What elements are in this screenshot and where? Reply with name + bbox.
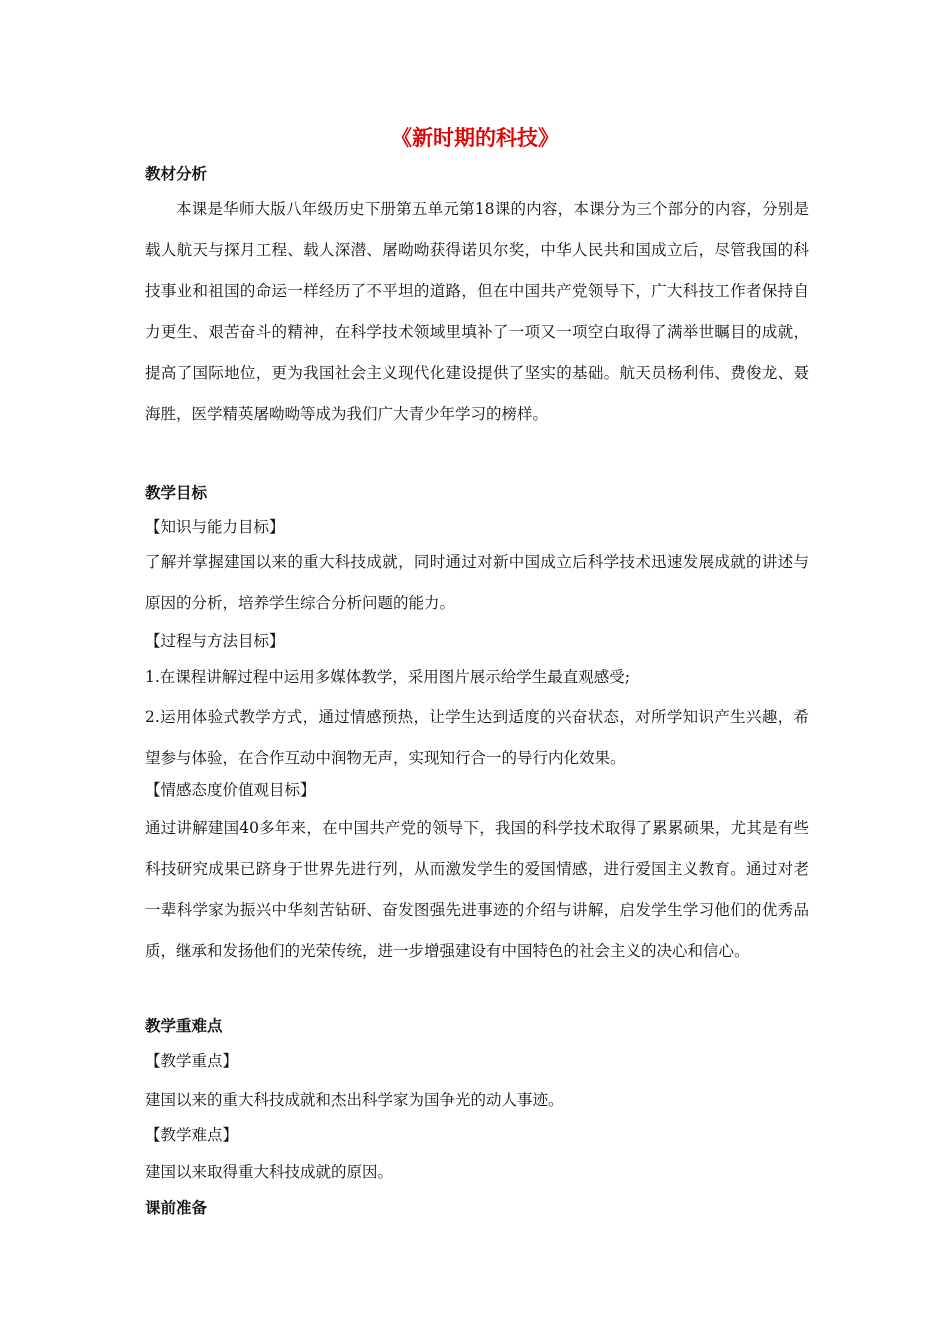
section-heading-analysis: 教材分析 xyxy=(145,165,208,183)
emotion-objective-text: 通过讲解建国40多年来，在中国共产党的领导下，我国的科学技术取得了累累硕果，尤其是有些科技研究成果已跻身于世界先进行列，从而激发学生的爱国情感，进行爱国主义教育。通过对老一辈科学家为振兴中华刻苦钻研、奋发图强先进事迹的介绍与讲解，启发学生学习他们的优秀品质，继承和发扬他们的光荣传统，进一步增强建设有中国特色的社会主义的决心和信心。 xyxy=(145,819,809,960)
section-heading-objectives: 教学目标 xyxy=(145,484,208,502)
focus-text: 建国以来的重大科技成就和杰出科学家为国争光的动人事迹。 xyxy=(145,1091,564,1109)
focus-label: 【教学重点】 xyxy=(145,1052,239,1070)
process-objective-item-2: 2.运用体验式教学方式，通过情感预热，让学生达到适度的兴奋状态，对所学知识产生兴趣，希望参与体验，在合作互动中润物无声，实现知行合一的导行内化效果。 xyxy=(145,708,809,767)
section-heading-key-points: 教学重难点 xyxy=(145,1017,223,1035)
section-heading-preparation: 课前准备 xyxy=(145,1199,208,1217)
process-objective-item-1: 1.在课程讲解过程中运用多媒体教学，采用图片展示给学生最直观感受; xyxy=(145,668,631,686)
process-objective-label: 【过程与方法目标】 xyxy=(145,632,285,650)
knowledge-objective-label: 【知识与能力目标】 xyxy=(145,518,285,536)
difficulty-label: 【教学难点】 xyxy=(145,1126,239,1144)
knowledge-objective-text: 了解并掌握建国以来的重大科技成就，同时通过对新中国成立后科学技术迅速发展成就的讲述与原因的分析，培养学生综合分析问题的能力。 xyxy=(145,553,809,612)
analysis-paragraph: 本课是华师大版八年级历史下册第五单元第18课的内容，本课分为三个部分的内容，分别是载人航天与探月工程、载人深潜、屠呦呦获得诺贝尔奖，中华人民共和国成立后，尽管我国的科技事业和祖国的命运一样经历了不平坦的道路，但在中国共产党领导下，广大科技工作者保持自力更生、艰苦奋斗的精神，在科学技术领域里填补了一项又一项空白取得了满举世瞩目的成就，提高了国际地位，更为我国社会主义现代化建设提供了坚实的基础。航天员杨利伟、费俊龙、聂海胜，医学精英屠呦呦等成为我们广大青少年学习的榜样。 xyxy=(145,200,809,423)
emotion-objective-label: 【情感态度价值观目标】 xyxy=(145,781,316,799)
difficulty-text: 建国以来取得重大科技成就的原因。 xyxy=(145,1163,394,1181)
document-title: 《新时期的科技》 xyxy=(391,126,559,150)
